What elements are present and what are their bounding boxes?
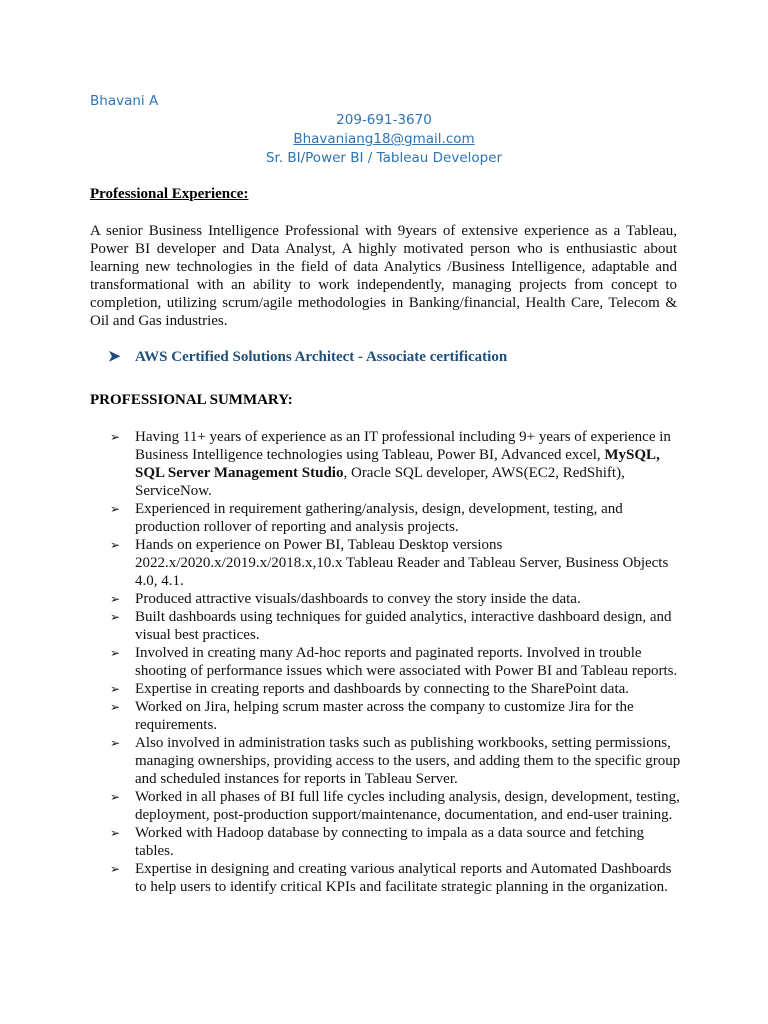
arrowhead-bullet-icon: ➢ (110, 862, 121, 876)
arrowhead-bullet-icon: ➢ (110, 538, 121, 552)
certification-line (108, 347, 507, 366)
arrowhead-bullet-icon: ➢ (110, 790, 121, 804)
list-item: ➢ Built dashboards using techniques for guided analytics, interactive dashboard design, and visual best practices. (110, 609, 672, 643)
summary-list (108, 428, 683, 896)
job-title: Sr. BI/Power BI / Tableau Developer (265, 150, 503, 166)
arrowhead-bullet-icon: ➢ (110, 700, 121, 714)
arrowhead-bullet-icon: ➤ (108, 349, 121, 365)
list-item: ➢ Having 11+ years of experience as an IT professional including 9+ years of experience in Business Intelligence technologies using Tableau, Power BI, Advanced excel, MySQL, SQL Server Management Studio, Oracle SQL developer, AWS(EC2, RedShift), ServiceNow. (110, 429, 671, 499)
summary-heading: PROFESSIONAL SUMMARY: (90, 392, 293, 408)
list-item: ➢ Worked on Jira, helping scrum master across the company to customize Jira for the requirements. (110, 699, 634, 733)
list-item: ➢ Also involved in administration tasks such as publishing workbooks, setting permissions, managing ownerships, providing access to the users, and adding them to the specific group and scheduled instances for reports in Tableau Server. (110, 735, 681, 787)
candidate-name: Bhavani A (90, 93, 159, 109)
arrowhead-bullet-icon: ➢ (110, 826, 121, 840)
list-item: ➢ Produced attractive visuals/dashboards to convey the story inside the data. (110, 591, 581, 607)
list-item: ➢ Experienced in requirement gathering/analysis, design, development, testing, and production rollover of reporting and analysis projects. (110, 501, 623, 535)
arrowhead-bullet-icon: ➢ (110, 502, 121, 516)
list-item: ➢ Involved in creating many Ad-hoc reports and paginated reports. Involved in trouble shooting of performance issues which were associated with Power BI and Tableau reports. (110, 645, 678, 679)
certification-text: AWS Certified Solutions Architect - Associate certification (135, 349, 508, 365)
list-item: ➢ Worked in all phases of BI full life cycles including analysis, design, development, testing, deployment, post-production support/maintenance, documentation, and end-user training. (110, 789, 680, 823)
email-link[interactable]: Bhavaniang18@gmail.com (293, 131, 475, 147)
list-item: ➢ Hands on experience on Power BI, Tableau Desktop versions 2022.x/2020.x/2019.x/2018.x,10.x Tableau Reader and Tableau Server, Business Objects 4.0, 4.1. (110, 537, 669, 589)
list-item: ➢ Expertise in designing and creating various analytical reports and Automated Dashboards to help users to identify critical KPIs and facilitate strategic planning in the organization. (110, 861, 672, 895)
phone-number: 209-691-3670 (336, 112, 432, 128)
arrowhead-bullet-icon: ➢ (110, 646, 121, 660)
arrowhead-bullet-icon: ➢ (110, 736, 121, 750)
list-item: ➢ Worked with Hadoop database by connecting to impala as a data source and fetching tables. (110, 825, 645, 859)
arrowhead-bullet-icon: ➢ (110, 592, 121, 606)
experience-paragraph: A senior Business Intelligence Professional with 9years of extensive experience as a Tableau, Power BI developer and Data Analyst, A highly motivated person who is enthusiastic about learning new technologies in the field of data Analytics /Business Intelligence, adaptable and transformational with an ability to work independently, managing projects from concept to completion, utilizing scrum/agile methodologies in Banking/financial, Health Care, Telecom & Oil and Gas industries. (90, 223, 677, 329)
arrowhead-bullet-icon: ➢ (110, 682, 121, 696)
arrowhead-bullet-icon: ➢ (110, 610, 121, 624)
list-item: ➢ Expertise in creating reports and dashboards by connecting to the SharePoint data. (110, 681, 630, 697)
experience-heading: Professional Experience: (90, 186, 249, 202)
arrowhead-bullet-icon: ➢ (110, 430, 121, 444)
